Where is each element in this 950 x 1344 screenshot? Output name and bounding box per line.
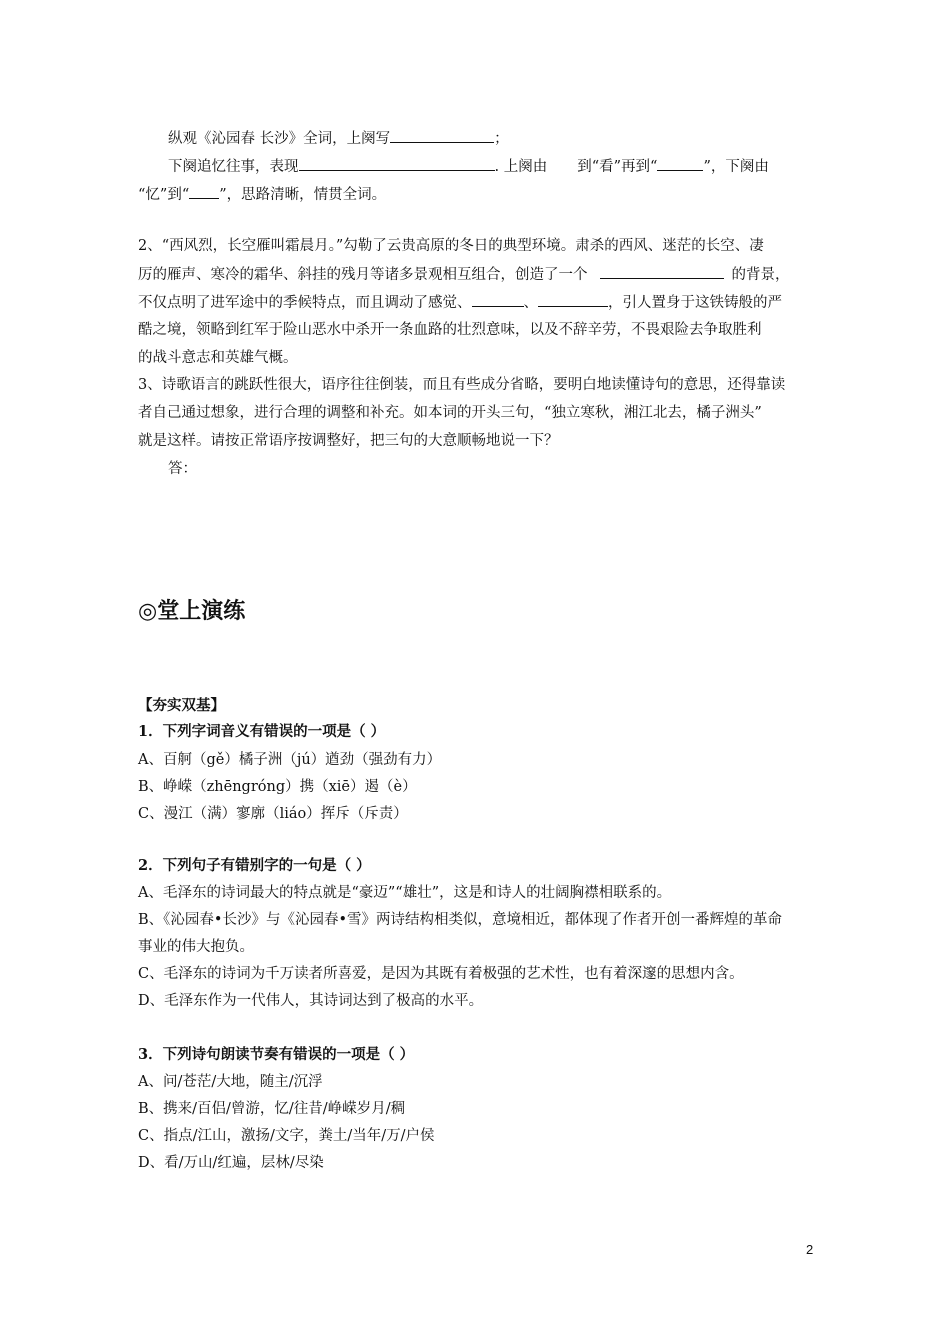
text: ”，下阕由 xyxy=(703,159,769,175)
practice-q1-option-c: C、漫江（满）寥廓（liáo）挥斥（斥责） xyxy=(138,806,408,822)
question-3-line-2: 者自己通过想象，进行合理的调整和补充。如本词的开头三句，“独立寒秋，湘江北去，橘子洲头” xyxy=(138,405,762,421)
text: 不仅点明了进军途中的季候特点，而且调动了感觉、 xyxy=(138,295,472,311)
fill-blank[interactable] xyxy=(299,156,495,171)
practice-q2-option-b-line-2: 事业的伟大抱负。 xyxy=(138,939,254,955)
section-title: ◎堂上演练 xyxy=(138,598,246,624)
fill-blank[interactable] xyxy=(600,264,724,279)
summary-line-2 xyxy=(168,156,828,177)
text: 到“看”再到“ xyxy=(577,159,658,175)
practice-q1-option-a: A、百舸（gě）橘子洲（jú）遒劲（强劲有力） xyxy=(138,752,442,768)
practice-q2-stem: 2．下列句子有错别字的一句是（ ） xyxy=(138,857,371,874)
practice-q3-option-a: A、问/苍茫/大地，随主/沉浮 xyxy=(138,1074,323,1090)
fill-blank[interactable] xyxy=(538,292,608,307)
fill-blank[interactable] xyxy=(189,184,219,199)
question-2-line-4: 酷之境，领略到红军于险山恶水中杀开一条血路的壮烈意味，以及不辞辛劳，不畏艰险去争取胜利 xyxy=(138,322,762,338)
page-number: 2 xyxy=(806,1242,814,1257)
text: “忆”到“ xyxy=(138,187,190,203)
fill-blank[interactable] xyxy=(390,128,494,143)
question-2-line-5: 的战斗意志和英雄气概。 xyxy=(138,350,298,366)
practice-q3-option-b: B、携来/百侣/曾游，忆/往昔/峥嵘岁月/稠 xyxy=(138,1101,406,1117)
practice-q2-option-b-line-1: B、《沁园春•长沙》与《沁园春•雪》两诗结构相类似，意境相近，都体现了作者开创一番辉煌的革命 xyxy=(138,912,783,928)
text: ，引人置身于这铁铸般的严 xyxy=(608,295,782,311)
fill-blank[interactable] xyxy=(472,292,524,307)
question-2-line-2 xyxy=(138,264,828,285)
practice-subtitle: 【夯实双基】 xyxy=(138,697,225,714)
practice-q3-stem: 3．下列诗句朗读节奏有错误的一项是（ ） xyxy=(138,1046,415,1063)
practice-q1-stem: 1．下列字词音义有错误的一项是（ ） xyxy=(138,723,386,740)
practice-q2-option-c: C、毛泽东的诗词为千万读者所喜爱，是因为其既有着极强的艺术性，也有着深邃的思想内含。 xyxy=(138,966,744,982)
question-3-line-3: 就是这样。请按正常语序按调整好，把三句的大意顺畅地说一下？ xyxy=(138,433,559,449)
question-2-line-3 xyxy=(138,292,828,313)
question-2-line-1: 2、“西风烈，长空雁叫霜晨月。”勾勒了云贵高原的冬日的典型环境。肃杀的西风、迷茫的长空、凄 xyxy=(138,238,764,254)
practice-q2-option-a: A、毛泽东的诗词最大的特点就是“豪迈”“雄壮”，这是和诗人的壮阔胸襟相联系的。 xyxy=(138,885,672,901)
text: 纵观《沁园春 长沙》全词，上阕写 xyxy=(168,131,391,147)
text: . 上阕由 xyxy=(494,159,548,175)
text: 厉的雁声、寒冷的霜华、斜挂的残月等诸多景观相互组合，创造了一个 xyxy=(138,267,588,283)
fill-blank[interactable] xyxy=(657,156,703,171)
summary-line-3 xyxy=(138,184,828,205)
answer-label: 答： xyxy=(168,461,197,477)
practice-q3-option-d: D、看/万山/红遍，层林/尽染 xyxy=(138,1155,324,1171)
text: 、 xyxy=(523,295,538,311)
question-3-line-1: 3、诗歌语言的跳跃性很大，语序往往倒装，而且有些成分省略，要明白地读懂诗句的意思，还得靠读 xyxy=(138,377,786,393)
text: ； xyxy=(494,131,509,147)
practice-q2-option-d: D、毛泽东作为一代伟人，其诗词达到了极高的水平。 xyxy=(138,993,484,1009)
text: 的背景， xyxy=(731,267,790,283)
text: ”，思路清晰，情贯全词。 xyxy=(219,187,387,203)
summary-line-1 xyxy=(168,128,828,149)
practice-q3-option-c: C、指点/江山，激扬/文字，粪土/当年/万/户侯 xyxy=(138,1128,435,1144)
text: 下阕追忆往事，表现 xyxy=(168,159,299,175)
practice-q1-option-b: B、峥嵘（zhēngróng）携（xiē）遏（è） xyxy=(138,779,417,795)
